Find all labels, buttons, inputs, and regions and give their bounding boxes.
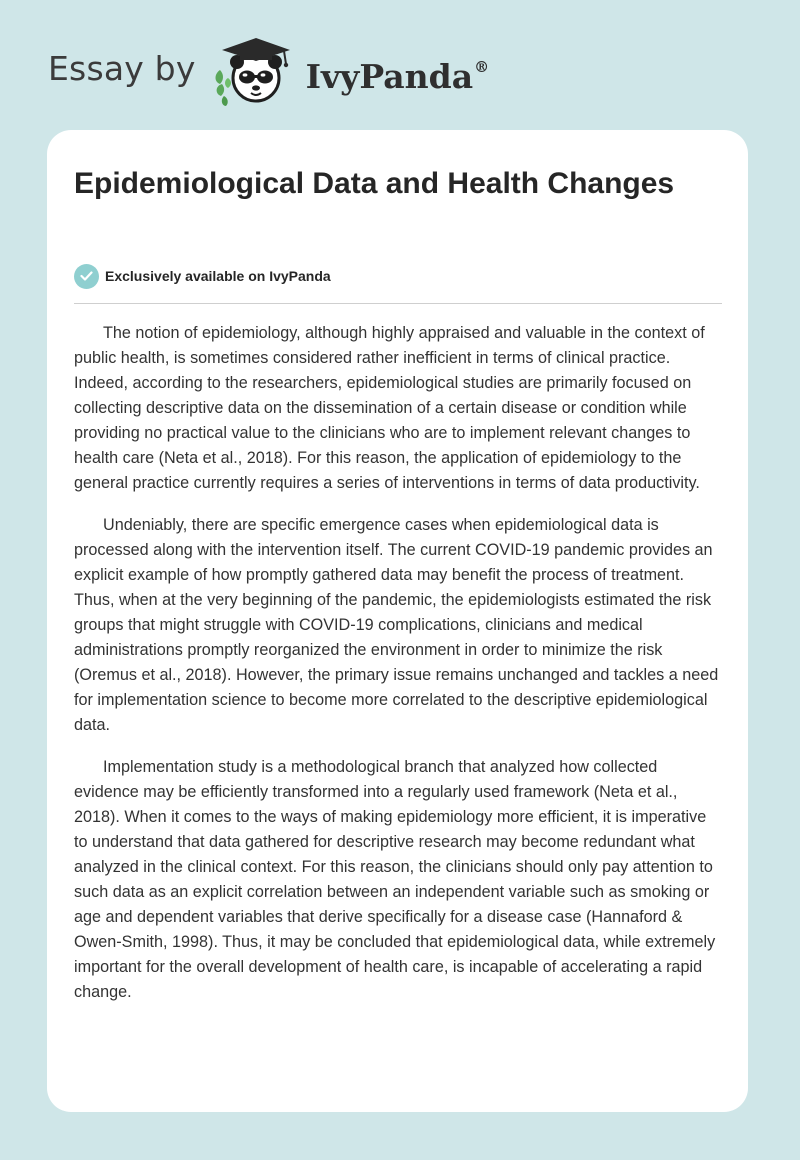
exclusive-badge [74,263,331,289]
title-divider [74,303,722,304]
ivy-leaf-icon [215,70,231,106]
essay-card [47,130,748,1112]
essay-body [74,321,722,1022]
registered-mark: ® [474,57,490,76]
brand-header[interactable] [48,34,489,110]
paragraph: The notion of epidemiology, although highly appraised and valuable in the context of public health, is sometimes considered rather inefficient in terms of clinical practice. Indeed, according to the researchers, epidemiological studies are primarily focused on collecting descriptive data on the dissemination of a certain disease or condition while providing no practical value to the clinicians who are to implement relevant changes to health care (Neta et al., 2018). For this reason, the application of epidemiology to the general practice currently requires a series of interventions in terms of data productivity. [74,324,705,492]
brand-prefix: Essay by [48,48,196,88]
paragraph: Undeniably, there are specific emergence cases when epidemiological data is processed along with the intervention itself. The current COVID-19 pandemic provides an explicit example of how promptly gathered data may benefit the process of treatment. Thus, when at the very beginning of the pandemic, the epidemiologists estimated the risk groups that might struggle with COVID-19 complications, clinicians and medical administrations promptly reorganized the environment in order to minimize the risk (Oremus et al., 2018). However, the primary issue remains unchanged and tackles a need for implementation science to become more correlated to the descriptive epidemiological data. [74,516,719,734]
paragraph: Implementation study is a methodological branch that analyzed how collected evidence may be efficiently transformed into a regularly used framework (Neta et al., 2018). When it comes to the ways of making epidemiology more efficient, it is imperative to understand that data gathered for descriptive research may become redundant what analyzed in the clinical context. For this reason, the clinicians should only pay attention to such data as an explicit correlation between an independent variable such as smoking or age and dependent variables that derive specifically for a disease case (Hannaford & Owen-Smith, 1998). Thus, it may be concluded that epidemiological data, while extremely important for the overall development of health care, is incapable of accelerating a rapid change. [74,758,716,1001]
check-icon [74,264,99,289]
brand-name: IvyPanda® [305,56,490,96]
exclusive-label: Exclusively available on IvyPanda [105,268,331,284]
panda-logo-icon [210,34,300,110]
essay-title: Epidemiological Data and Health Changes [74,167,675,200]
